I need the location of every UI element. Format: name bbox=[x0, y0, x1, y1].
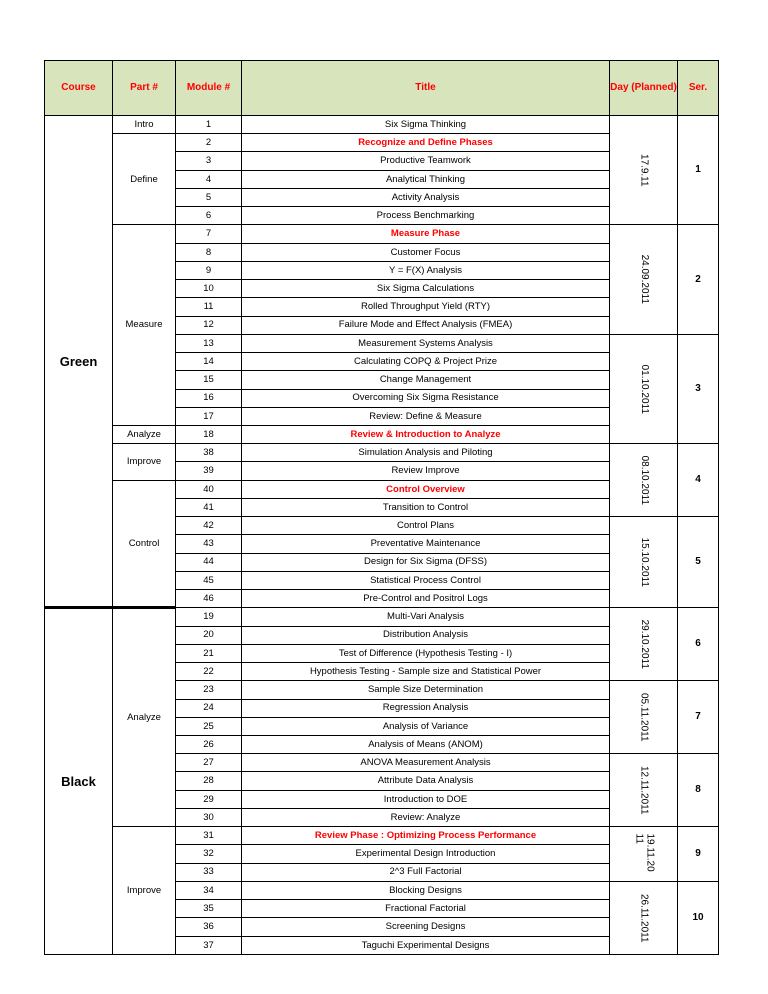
header-part: Part # bbox=[113, 61, 176, 116]
module-number: 21 bbox=[176, 644, 242, 662]
module-title: Sample Size Determination bbox=[242, 681, 610, 699]
module-title: Statistical Process Control bbox=[242, 571, 610, 589]
module-title: Review Phase : Optimizing Process Performance bbox=[242, 827, 610, 845]
planned-day-date: 05.11.2011 bbox=[638, 692, 650, 742]
session-number: 3 bbox=[678, 334, 719, 443]
planned-day-cell bbox=[610, 517, 678, 608]
module-number: 41 bbox=[176, 498, 242, 516]
part-cell: Improve bbox=[113, 827, 176, 955]
module-number: 3 bbox=[176, 152, 242, 170]
table-row bbox=[45, 116, 719, 134]
module-title: Experimental Design Introduction bbox=[242, 845, 610, 863]
planned-day-cell bbox=[610, 827, 678, 882]
module-title: Analytical Thinking bbox=[242, 170, 610, 188]
course-cell: Black bbox=[45, 608, 113, 955]
module-number: 11 bbox=[176, 298, 242, 316]
module-number: 34 bbox=[176, 881, 242, 899]
part-cell: Analyze bbox=[113, 425, 176, 443]
module-title: Six Sigma Thinking bbox=[242, 116, 610, 134]
part-cell: Measure bbox=[113, 225, 176, 426]
session-number: 1 bbox=[678, 116, 719, 225]
module-number: 45 bbox=[176, 571, 242, 589]
module-number: 28 bbox=[176, 772, 242, 790]
session-number: 10 bbox=[678, 881, 719, 954]
module-number: 25 bbox=[176, 717, 242, 735]
module-title: Rolled Throughput Yield (RTY) bbox=[242, 298, 610, 316]
planned-day-cell bbox=[610, 444, 678, 517]
planned-day-cell bbox=[610, 116, 678, 225]
planned-day-date: 26.11.2011 bbox=[638, 893, 650, 943]
module-number: 26 bbox=[176, 735, 242, 753]
header-row bbox=[45, 61, 719, 116]
module-title: Analysis of Variance bbox=[242, 717, 610, 735]
table-row bbox=[45, 608, 719, 626]
part-cell: Control bbox=[113, 480, 176, 608]
planned-day-date: 19.11.2011 bbox=[633, 833, 655, 873]
session-number: 5 bbox=[678, 517, 719, 608]
course-cell: Green bbox=[45, 116, 113, 608]
module-number: 5 bbox=[176, 188, 242, 206]
module-number: 6 bbox=[176, 207, 242, 225]
planned-day-cell bbox=[610, 334, 678, 443]
module-number: 18 bbox=[176, 425, 242, 443]
session-number: 6 bbox=[678, 608, 719, 681]
module-number: 14 bbox=[176, 353, 242, 371]
module-number: 39 bbox=[176, 462, 242, 480]
module-title: Distribution Analysis bbox=[242, 626, 610, 644]
module-number: 19 bbox=[176, 608, 242, 626]
planned-day-date: 24.09.2011 bbox=[638, 254, 650, 305]
module-number: 44 bbox=[176, 553, 242, 571]
header-title: Title bbox=[242, 61, 610, 116]
part-cell: Define bbox=[113, 134, 176, 225]
planned-day-cell bbox=[610, 681, 678, 754]
module-number: 10 bbox=[176, 280, 242, 298]
schedule-sheet bbox=[44, 60, 718, 955]
header-ser: Ser. bbox=[678, 61, 719, 116]
planned-day-cell bbox=[610, 608, 678, 681]
module-number: 17 bbox=[176, 407, 242, 425]
planned-day-date: 12.11.2011 bbox=[638, 765, 650, 815]
module-title: Productive Teamwork bbox=[242, 152, 610, 170]
module-title: 2^3 Full Factorial bbox=[242, 863, 610, 881]
module-number: 36 bbox=[176, 918, 242, 936]
module-number: 27 bbox=[176, 754, 242, 772]
module-title: Change Management bbox=[242, 371, 610, 389]
module-number: 16 bbox=[176, 389, 242, 407]
part-cell: Improve bbox=[113, 444, 176, 480]
module-title: Screening Designs bbox=[242, 918, 610, 936]
module-title: Analysis of Means (ANOM) bbox=[242, 735, 610, 753]
module-number: 8 bbox=[176, 243, 242, 261]
header-day-planned: Day (Planned) bbox=[610, 61, 678, 116]
module-title: Review: Analyze bbox=[242, 808, 610, 826]
module-title: Failure Mode and Effect Analysis (FMEA) bbox=[242, 316, 610, 334]
planned-day-cell bbox=[610, 881, 678, 954]
header-course: Course bbox=[45, 61, 113, 116]
module-title: Overcoming Six Sigma Resistance bbox=[242, 389, 610, 407]
table-row bbox=[45, 225, 719, 243]
module-title: Test of Difference (Hypothesis Testing - I) bbox=[242, 644, 610, 662]
table-row bbox=[45, 444, 719, 462]
module-number: 29 bbox=[176, 790, 242, 808]
session-number: 4 bbox=[678, 444, 719, 517]
module-title: Measurement Systems Analysis bbox=[242, 334, 610, 352]
schedule-table bbox=[44, 60, 719, 955]
module-title: Blocking Designs bbox=[242, 881, 610, 899]
header-module: Module # bbox=[176, 61, 242, 116]
module-number: 13 bbox=[176, 334, 242, 352]
module-title: Preventative Maintenance bbox=[242, 535, 610, 553]
module-number: 7 bbox=[176, 225, 242, 243]
module-title: Review: Define & Measure bbox=[242, 407, 610, 425]
module-title: Customer Focus bbox=[242, 243, 610, 261]
module-number: 32 bbox=[176, 845, 242, 863]
part-cell: Analyze bbox=[113, 608, 176, 827]
module-number: 38 bbox=[176, 444, 242, 462]
module-number: 24 bbox=[176, 699, 242, 717]
module-title: Pre-Control and Positrol Logs bbox=[242, 590, 610, 608]
module-title: ANOVA Measurement Analysis bbox=[242, 754, 610, 772]
module-title: Review & Introduction to Analyze bbox=[242, 425, 610, 443]
planned-day-date: 08.10.2011 bbox=[638, 455, 650, 505]
module-number: 12 bbox=[176, 316, 242, 334]
module-number: 40 bbox=[176, 480, 242, 498]
module-number: 2 bbox=[176, 134, 242, 152]
module-title: Control Overview bbox=[242, 480, 610, 498]
module-title: Activity Analysis bbox=[242, 188, 610, 206]
module-number: 23 bbox=[176, 681, 242, 699]
module-title: Hypothesis Testing - Sample size and Statistical Power bbox=[242, 663, 610, 681]
module-title: Regression Analysis bbox=[242, 699, 610, 717]
module-title: Recognize and Define Phases bbox=[242, 134, 610, 152]
planned-day-date: 15.10.2011 bbox=[638, 537, 650, 587]
module-title: Measure Phase bbox=[242, 225, 610, 243]
module-number: 1 bbox=[176, 116, 242, 134]
module-number: 43 bbox=[176, 535, 242, 553]
table-row bbox=[45, 827, 719, 845]
module-number: 35 bbox=[176, 900, 242, 918]
module-number: 42 bbox=[176, 517, 242, 535]
session-number: 9 bbox=[678, 827, 719, 882]
module-number: 4 bbox=[176, 170, 242, 188]
module-title: Calculating COPQ & Project Prize bbox=[242, 353, 610, 371]
planned-day-cell bbox=[610, 754, 678, 827]
session-number: 8 bbox=[678, 754, 719, 827]
module-title: Six Sigma Calculations bbox=[242, 280, 610, 298]
session-number: 2 bbox=[678, 225, 719, 334]
module-title: Review Improve bbox=[242, 462, 610, 480]
module-title: Attribute Data Analysis bbox=[242, 772, 610, 790]
module-number: 31 bbox=[176, 827, 242, 845]
planned-day-date: 01.10.2011 bbox=[638, 364, 650, 414]
module-number: 46 bbox=[176, 590, 242, 608]
module-title: Y = F(X) Analysis bbox=[242, 261, 610, 279]
module-title: Control Plans bbox=[242, 517, 610, 535]
module-number: 22 bbox=[176, 663, 242, 681]
planned-day-date: 29.10.2011 bbox=[638, 619, 650, 669]
module-title: Fractional Factorial bbox=[242, 900, 610, 918]
planned-day-cell bbox=[610, 225, 678, 334]
module-number: 9 bbox=[176, 261, 242, 279]
module-title: Simulation Analysis and Piloting bbox=[242, 444, 610, 462]
module-title: Multi-Vari Analysis bbox=[242, 608, 610, 626]
module-number: 37 bbox=[176, 936, 242, 954]
module-number: 15 bbox=[176, 371, 242, 389]
part-cell: Intro bbox=[113, 116, 176, 134]
module-title: Transition to Control bbox=[242, 498, 610, 516]
session-number: 7 bbox=[678, 681, 719, 754]
module-title: Design for Six Sigma (DFSS) bbox=[242, 553, 610, 571]
module-title: Process Benchmarking bbox=[242, 207, 610, 225]
module-number: 20 bbox=[176, 626, 242, 644]
module-number: 33 bbox=[176, 863, 242, 881]
module-title: Taguchi Experimental Designs bbox=[242, 936, 610, 954]
module-number: 30 bbox=[176, 808, 242, 826]
module-title: Introduction to DOE bbox=[242, 790, 610, 808]
planned-day-date: 17.9.11 bbox=[638, 153, 650, 187]
